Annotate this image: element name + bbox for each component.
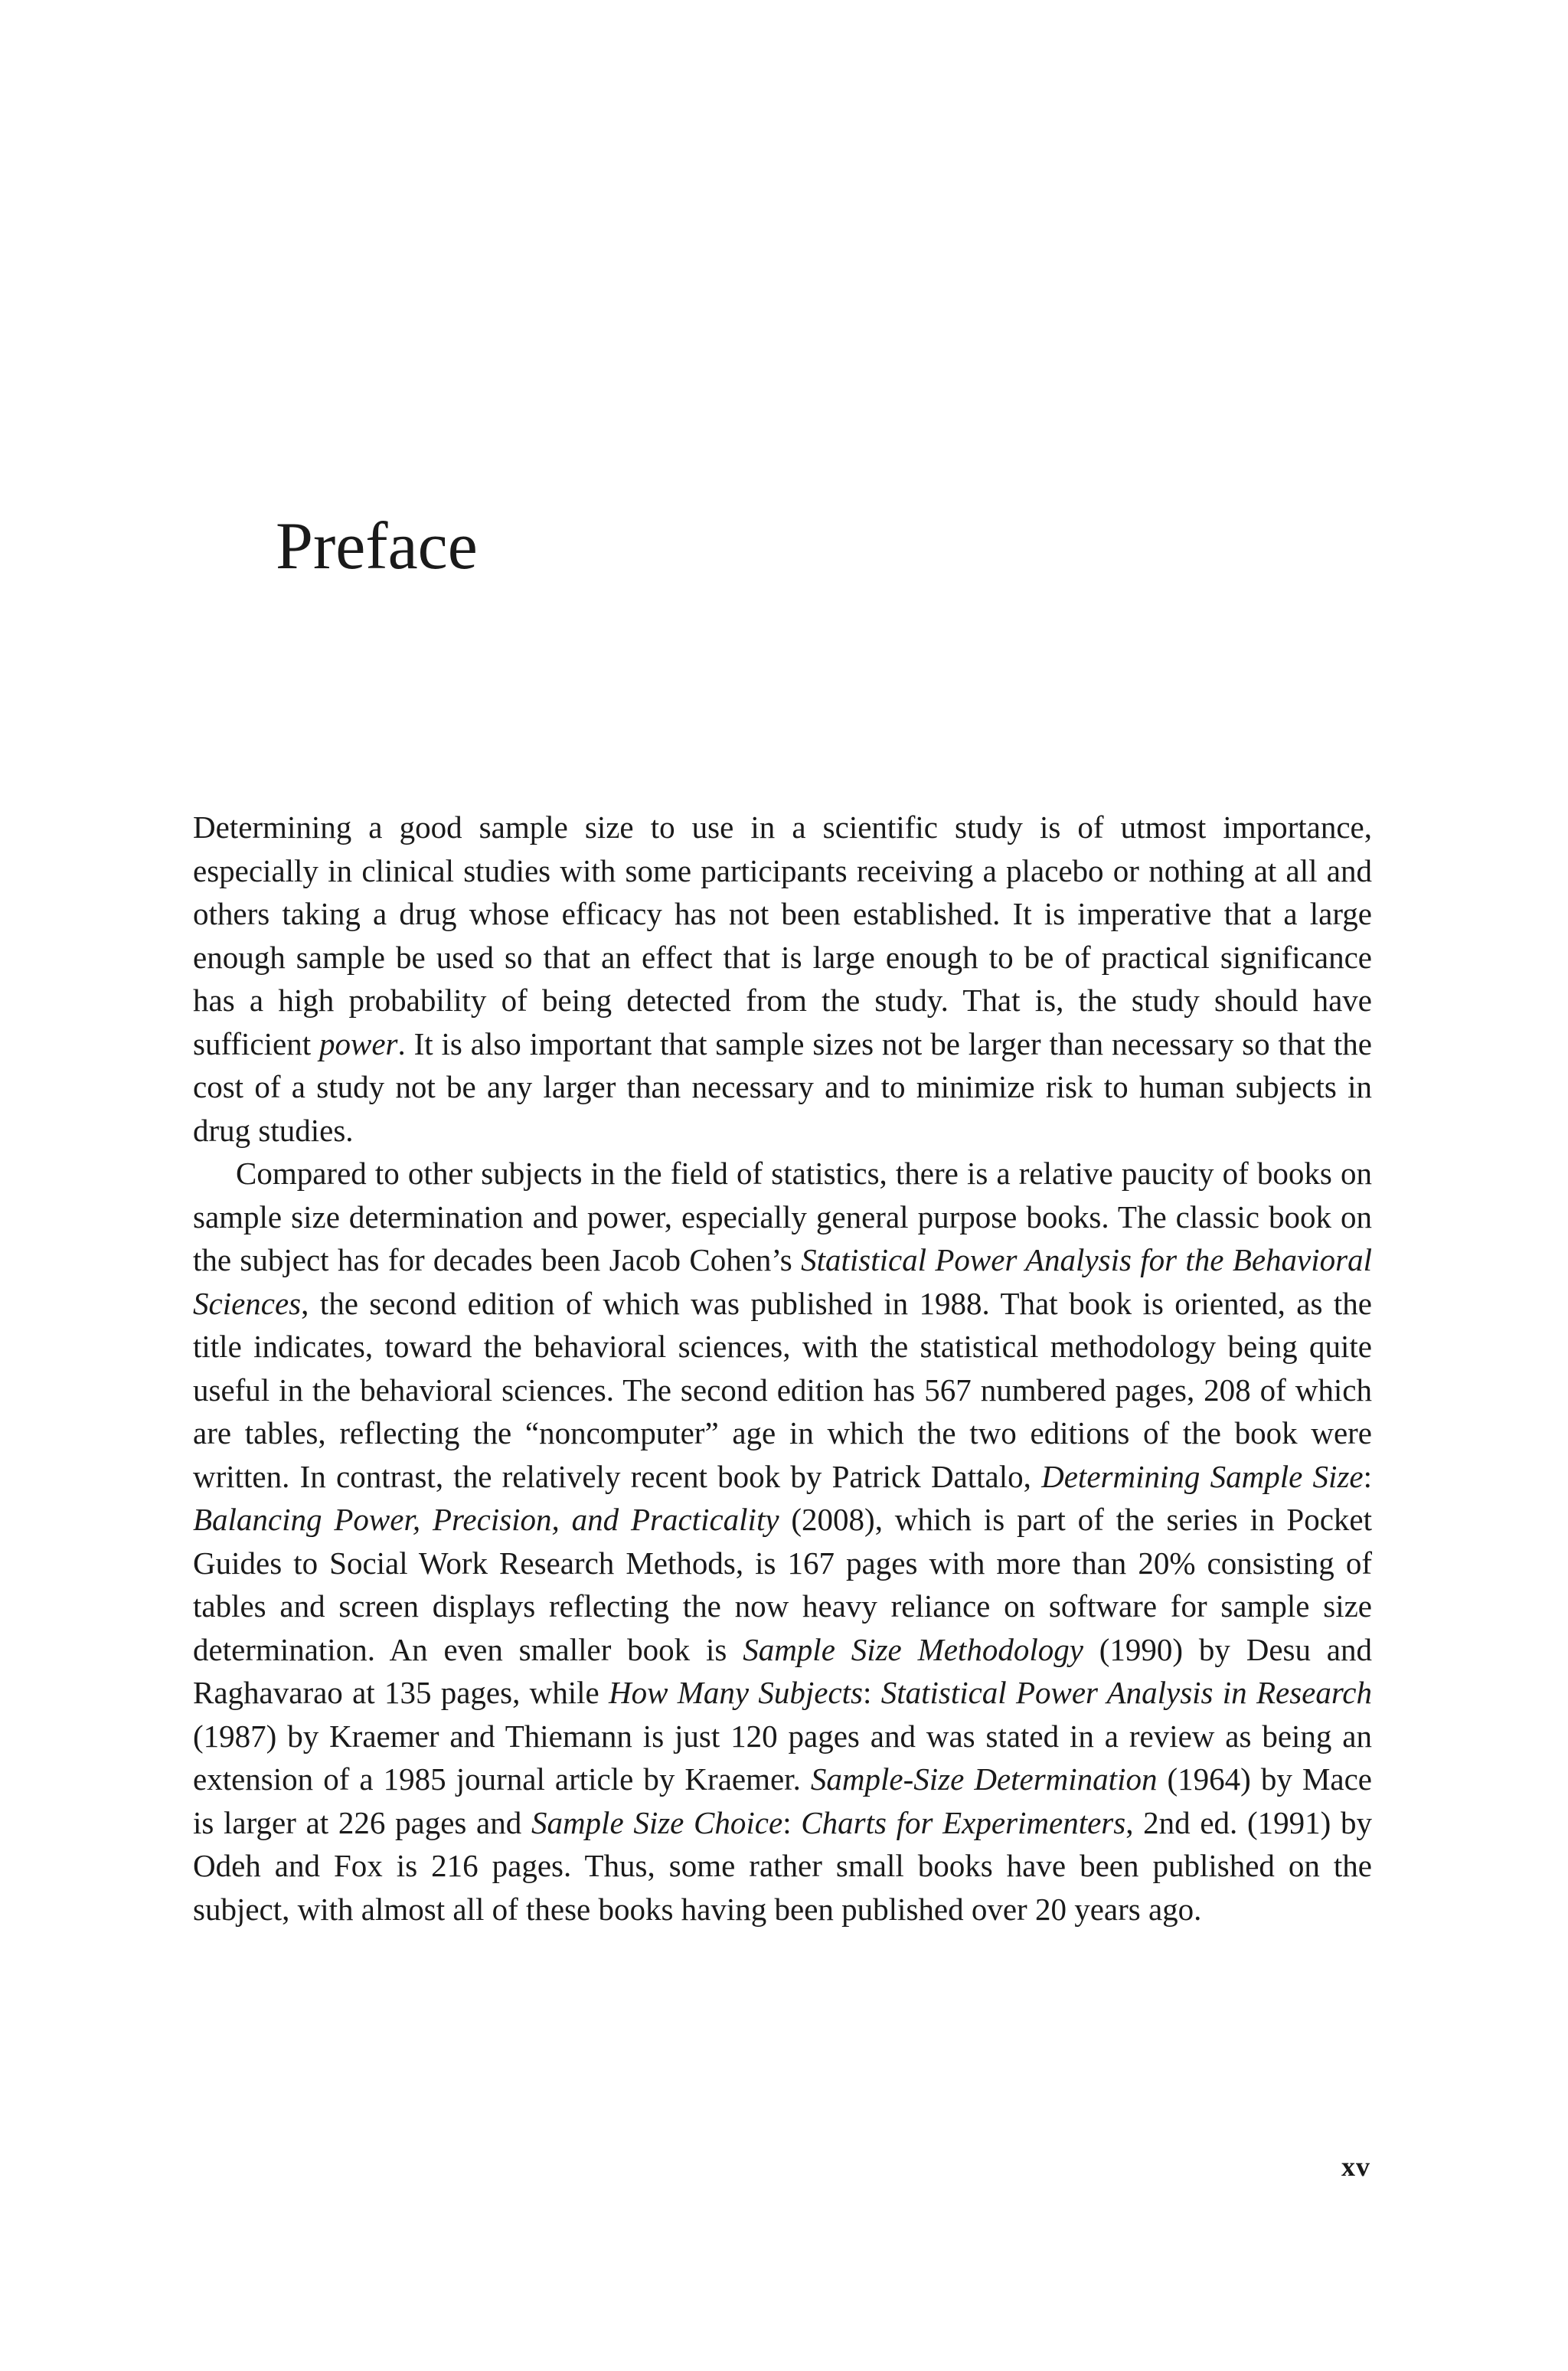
paragraph-1 — [193, 806, 1372, 1152]
italic-title-text: Charts for Experimenters — [801, 1804, 1126, 1840]
body-text — [193, 806, 1372, 1931]
text-run: , the second edition of which was published in 1988. That book is oriented, as the title indicates, toward the behavioral sciences, with the statistical methodology being quite useful in the behavioral sciences. The second edition has 567 numbered pages, 208 of which are tables, reflecting the “noncomputer” age in which the two editions of the book were written. In contrast, the relatively recent book by Patrick Dattalo, — [193, 1285, 1372, 1494]
text-run: (2008), which is part of the series in Pocket Guides to Social Work Research Methods, is 167 pages with more than 20% consisting of tables and screen displays reflecting the now heavy reliance on software for sample size determination. An even smaller book is — [193, 1502, 1373, 1667]
page-number: xv — [1341, 2151, 1370, 2182]
italic-title-text: power — [318, 1025, 398, 1061]
paragraph-2 — [193, 1152, 1372, 1931]
italic-title-text: Sample Size Methodology — [743, 1631, 1083, 1667]
text-run: . It is also important that sample sizes not be larger than necessary so that the cost of a study not be any larger than necessary and to minimize risk to human subjects in drug studies. — [193, 1025, 1373, 1148]
text-run: Determining a good sample size to use in a scientific study is of utmost importance, especially in clinical studies with some participants receiving a placebo or nothing at all and others taking a drug whose efficacy has not been established. It is imperative that a large enough sample be used so that an effect that is large enough to be of practical significance has a high probability of being detected from the study. That is, the study should have sufficient — [193, 809, 1372, 1061]
text-run: (1990) by Desu and Raghavarao at 135 pages, while — [193, 1631, 1372, 1710]
italic-title-text: How Many Subjects — [608, 1675, 863, 1710]
chapter-title: Preface — [276, 509, 478, 584]
text-run: : — [1363, 1458, 1373, 1494]
text-run: (1964) by Mace is larger at 226 pages and — [193, 1761, 1372, 1840]
italic-title-text: Sample-Size Determination — [810, 1761, 1158, 1797]
text-run: : — [782, 1804, 802, 1840]
italic-title-text: Sample Size Choice — [531, 1804, 783, 1840]
text-run: Compared to other subjects in the field of statistics, there is a relative paucity of books on sample size determination and power, especially general purpose books. The classic book on the subject has for decades been Jacob Cohen’s — [193, 1156, 1372, 1277]
italic-title-text: Balancing Power, Precision, and Practicality — [193, 1502, 779, 1537]
text-run: (1987) by Kraemer and Thiemann is just 120 pages and was stated in a review as being an extension of a 1985 journal article by Kraemer. — [193, 1718, 1372, 1797]
italic-title-text: Determining Sample Size — [1041, 1458, 1364, 1494]
text-run: : — [863, 1675, 881, 1710]
italic-title-text: Statistical Power Analysis for the Behavioral Sciences — [193, 1242, 1372, 1321]
text-run: , 2nd ed. (1991) by Odeh and Fox is 216 pages. Thus, some rather small books have been published on the subject, with almost all of these books having been published over 20 years ago. — [193, 1804, 1372, 1927]
italic-title-text: Statistical Power Analysis in Research — [880, 1675, 1372, 1710]
